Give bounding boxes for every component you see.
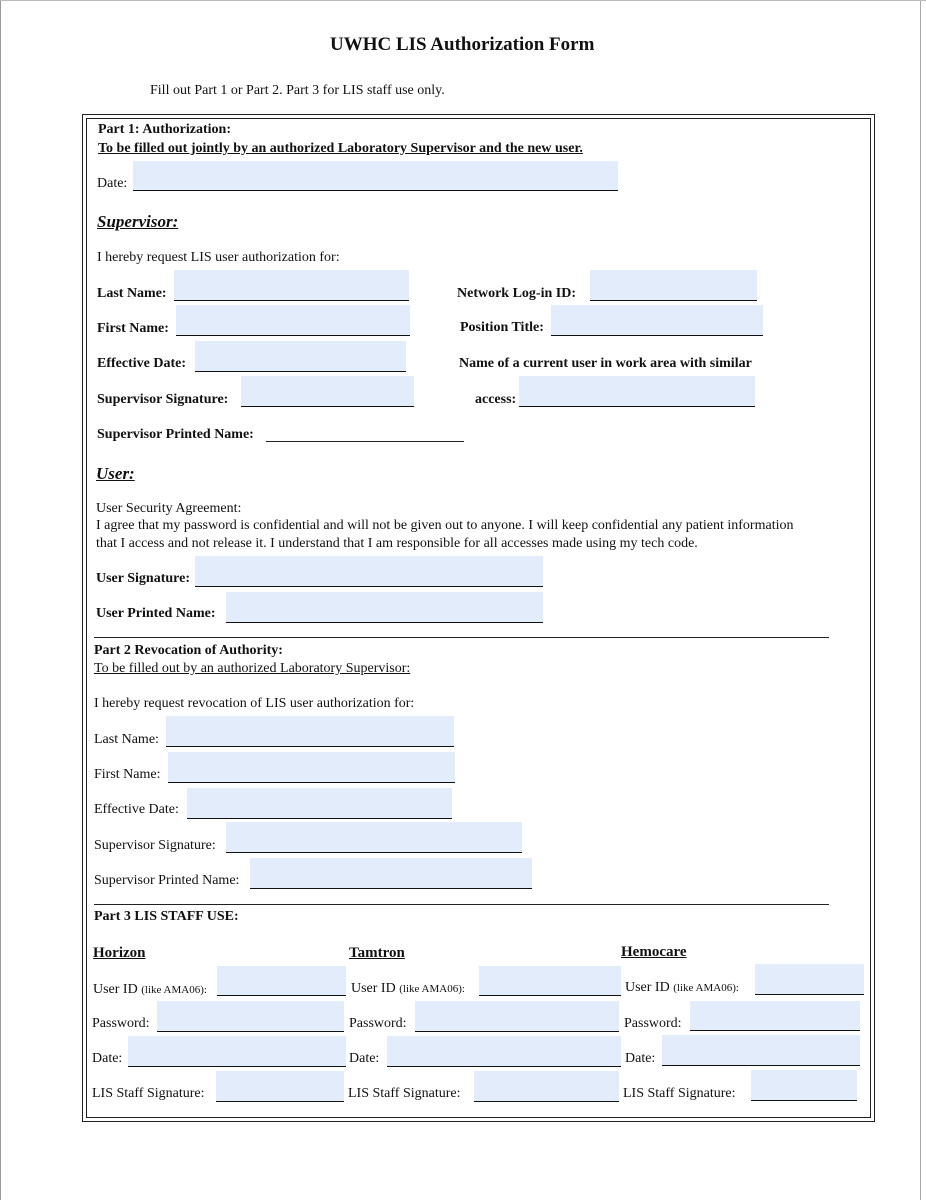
tamtron-date-label: Date: — [349, 1051, 380, 1066]
hemocare-date-input[interactable] — [662, 1035, 860, 1066]
hemocare-userid-label: User ID (like AMA06): — [625, 980, 739, 995]
user-printed-name-label: User Printed Name: — [96, 606, 216, 621]
tamtron-userid-input[interactable] — [479, 966, 621, 996]
hemocare-userid-input[interactable] — [755, 964, 864, 995]
tamtron-staff-signature-label: LIS Staff Signature: — [348, 1086, 461, 1101]
horizon-date-input[interactable] — [128, 1036, 346, 1067]
part2-heading: Part 2 Revocation of Authority: — [94, 643, 283, 658]
similar-user-label-line2: access: — [475, 392, 517, 407]
supervisor-signature-label: Supervisor Signature: — [97, 392, 229, 407]
supervisor-signature-input[interactable] — [241, 376, 414, 407]
revoke-effective-date-label: Effective Date: — [94, 802, 179, 817]
part1-heading: Part 1: Authorization: — [98, 122, 231, 137]
part1-date-label: Date: — [97, 176, 128, 191]
user-printed-name-input[interactable] — [226, 592, 543, 623]
instructions-text: Fill out Part 1 or Part 2. Part 3 for LIS staff use only. — [150, 83, 445, 98]
agreement-heading: User Security Agreement: — [96, 501, 242, 516]
revoke-supervisor-printed-name-label: Supervisor Printed Name: — [94, 873, 240, 888]
horizon-date-label: Date: — [92, 1051, 123, 1066]
supervisor-printed-name-input[interactable] — [266, 412, 464, 441]
user-signature-label: User Signature: — [96, 571, 190, 586]
hemocare-heading: Hemocare — [621, 944, 687, 960]
horizon-userid-input[interactable] — [217, 966, 346, 996]
last-name-input[interactable] — [174, 270, 409, 301]
horizon-password-label: Password: — [92, 1016, 150, 1031]
revoke-supervisor-signature-label: Supervisor Signature: — [94, 838, 216, 853]
part2-divider — [94, 904, 829, 905]
scan-border-top — [0, 0, 926, 1]
revoke-first-name-input[interactable] — [168, 752, 455, 783]
similar-user-label-line1: Name of a current user in work area with similar — [459, 356, 752, 371]
revoke-supervisor-printed-name-input[interactable] — [250, 858, 532, 889]
effective-date-input[interactable] — [195, 341, 406, 372]
first-name-input[interactable] — [176, 305, 410, 336]
horizon-staff-signature-input[interactable] — [216, 1071, 344, 1102]
revoke-effective-date-input[interactable] — [187, 788, 452, 819]
horizon-heading: Horizon — [93, 945, 146, 961]
agreement-line1: I agree that my password is confidential and will not be given out to anyone. I will keep confidential any patient information — [96, 518, 794, 533]
scan-border-right — [920, 0, 921, 1200]
part1-divider — [94, 637, 829, 638]
hemocare-password-input[interactable] — [690, 1001, 860, 1031]
revoke-supervisor-signature-input[interactable] — [226, 822, 522, 853]
scan-border-left — [0, 0, 1, 1200]
tamtron-staff-signature-input[interactable] — [474, 1071, 619, 1102]
revocation-request-text: I hereby request revocation of LIS user authorization for: — [94, 696, 415, 711]
horizon-userid-label: User ID (like AMA06): — [93, 982, 207, 997]
part2-subheading: To be filled out by an authorized Laboratory Supervisor: — [94, 661, 411, 676]
tamtron-userid-label: User ID (like AMA06): — [351, 981, 465, 996]
position-title-input[interactable] — [551, 305, 763, 336]
agreement-line2: that I access and not release it. I understand that I am responsible for all accesses made using my tech code. — [96, 536, 698, 551]
part1-subheading: To be filled out jointly by an authorized Laboratory Supervisor and the new user. — [98, 141, 583, 156]
revoke-last-name-label: Last Name: — [94, 732, 159, 747]
user-signature-input[interactable] — [195, 556, 543, 587]
position-title-label: Position Title: — [460, 320, 544, 335]
supervisor-printed-name-line — [266, 441, 464, 442]
tamtron-date-input[interactable] — [387, 1036, 621, 1067]
last-name-label: Last Name: — [97, 286, 167, 301]
network-login-label: Network Log-in ID: — [457, 286, 576, 301]
part3-heading: Part 3 LIS STAFF USE: — [94, 909, 239, 924]
tamtron-password-input[interactable] — [415, 1001, 619, 1032]
page-title: UWHC LIS Authorization Form — [330, 34, 595, 55]
network-login-input[interactable] — [590, 270, 757, 301]
effective-date-label: Effective Date: — [97, 356, 187, 371]
hemocare-date-label: Date: — [625, 1051, 656, 1066]
user-heading: User: — [96, 464, 135, 483]
horizon-staff-signature-label: LIS Staff Signature: — [92, 1086, 205, 1101]
supervisor-printed-name-label: Supervisor Printed Name: — [97, 427, 254, 442]
similar-user-input[interactable] — [519, 376, 755, 407]
tamtron-heading: Tamtron — [349, 945, 405, 961]
horizon-password-input[interactable] — [157, 1001, 344, 1032]
hemocare-staff-signature-label: LIS Staff Signature: — [623, 1086, 736, 1101]
part1-date-input[interactable] — [133, 161, 618, 191]
revoke-last-name-input[interactable] — [166, 716, 454, 747]
tamtron-password-label: Password: — [349, 1016, 407, 1031]
hemocare-password-label: Password: — [624, 1016, 682, 1031]
hemocare-staff-signature-input[interactable] — [751, 1070, 857, 1101]
supervisor-heading: Supervisor: — [97, 212, 179, 231]
first-name-label: First Name: — [97, 321, 169, 336]
supervisor-request-text: I hereby request LIS user authorization for: — [97, 250, 340, 265]
revoke-first-name-label: First Name: — [94, 767, 161, 782]
